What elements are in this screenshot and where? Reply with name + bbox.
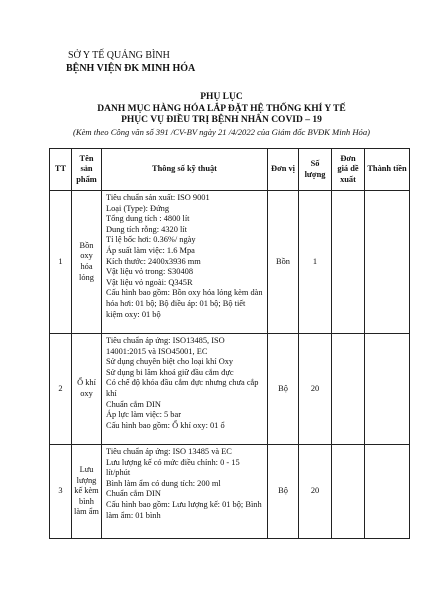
cell-product-name: Lưu lượng kế kèm bình làm ẩm bbox=[72, 445, 102, 539]
spec-line: Sử dụng chuyên biệt cho loại khí Oxy bbox=[106, 357, 234, 367]
cell-tt: 2 bbox=[50, 334, 72, 445]
spec-line: Vật liệu vỏ trong: S30408 bbox=[106, 267, 194, 277]
spec-line: Cấu hình bao gồm: Ổ khí oxy: 01 ổ bbox=[106, 420, 225, 430]
cell-product-name: Ổ khí oxy bbox=[72, 334, 102, 445]
cell-total bbox=[365, 334, 410, 445]
cell-unit-price bbox=[332, 334, 365, 445]
table-row bbox=[50, 445, 410, 539]
cell-quantity: 20 bbox=[299, 445, 332, 539]
cell-unit: Bộ bbox=[268, 334, 299, 445]
cell-quantity: 20 bbox=[299, 334, 332, 445]
cell-specs bbox=[102, 334, 268, 445]
spec-line: Chuẩn cắm DIN bbox=[106, 489, 161, 499]
cell-unit: Bộ bbox=[268, 445, 299, 539]
cell-specs bbox=[102, 191, 268, 334]
cell-tt: 1 bbox=[50, 191, 72, 334]
cell-unit: Bồn bbox=[268, 191, 299, 334]
spec-line: Tiêu chuẩn áp ứng: ISO 13485 và EC bbox=[106, 447, 232, 456]
spec-line: Áp suất làm việc: 1.6 Mpa bbox=[106, 245, 195, 255]
spec-line: Tiêu chuẩn sản xuất: ISO 9001 bbox=[106, 193, 210, 202]
header-specs: Thông số kỹ thuật bbox=[102, 149, 268, 191]
cell-unit-price bbox=[332, 191, 365, 334]
header-tt: TT bbox=[50, 149, 72, 191]
department-name: SỞ Y TẾ QUẢNG BÌNH bbox=[68, 50, 170, 61]
cell-quantity: 1 bbox=[299, 191, 332, 334]
spec-line: Kích thước: 2400x3936 mm bbox=[106, 256, 201, 266]
spec-line: Cấu hình bao gồm: Lưu lượng kế: 01 bộ; Bình làm ẩm: 01 bình bbox=[106, 499, 262, 520]
spec-line: Cấu hình bao gồm: Bồn oxy hóa lỏng kèm dàn hóa hơi: 01 bộ; Bộ điều áp: 01 bộ; Bộ tiết kiệm oxy: 01 bộ bbox=[106, 288, 263, 319]
header-quantity: Số lượng bbox=[299, 149, 332, 191]
header-unit-price: Đơn giá dề xuất bbox=[332, 149, 365, 191]
spec-line: Có chế độ khóa đầu cắm đực nhưng chưa cắp khí bbox=[106, 378, 259, 398]
spec-line: Vật liệu vỏ ngoài: Q345R bbox=[106, 277, 193, 287]
appendix-title: PHỤ LỤC bbox=[200, 92, 243, 102]
spec-line: Chuẩn cắm DIN bbox=[106, 399, 161, 409]
table-header-row bbox=[50, 149, 410, 191]
cell-tt: 3 bbox=[50, 445, 72, 539]
spec-line: Tổng dung tích : 4800 lít bbox=[106, 214, 190, 224]
spec-line: Dung tích rỗng: 4320 lít bbox=[106, 224, 187, 234]
cell-product-name: Bồn oxy hóa lỏng bbox=[72, 191, 102, 334]
header-unit: Đơn vị bbox=[268, 149, 299, 191]
cell-total bbox=[365, 191, 410, 334]
spec-line: Tỉ lệ bốc hơi: 0.36%/ ngày bbox=[106, 235, 196, 245]
spec-line: Bình làm ẩm có dung tích: 200 ml bbox=[106, 478, 221, 488]
spec-line: Áp lực làm việc: 5 bar bbox=[106, 410, 182, 420]
spec-line: Tiêu chuẩn áp ứng: ISO13485, ISO 14001:2015 và ISO45001, EC bbox=[106, 336, 225, 356]
hospital-name: BỆNH VIỆN ĐK MINH HÓA bbox=[66, 63, 196, 74]
spec-line: Lưu lượng kế có mức điều chỉnh: 0 - 15 lít/phút bbox=[106, 457, 240, 478]
header-product-name: Tên sản phẩm bbox=[72, 149, 102, 191]
spec-line: Sử dụng bi lăm khoá giữ đầu cắm đực bbox=[106, 367, 234, 377]
table-row bbox=[50, 191, 410, 334]
table-row bbox=[50, 334, 410, 445]
reference-note: (Kèm theo Công văn số 391 /CV-BV ngày 21 /4/2022 của Giám đốc BVĐK Minh Hóa) bbox=[72, 127, 370, 137]
cell-unit-price bbox=[332, 445, 365, 539]
cell-specs bbox=[102, 445, 268, 539]
list-title: DANH MỤC HÀNG HÓA LẮP ĐẶT HỆ THỐNG KHÍ Y TẾ bbox=[97, 104, 346, 114]
spec-line: Loại (Type): Đứng bbox=[106, 203, 170, 213]
list-subtitle: PHỤC VỤ ĐIỀU TRỊ BỆNH NHÂN COVID – 19 bbox=[121, 115, 322, 125]
goods-table bbox=[49, 148, 410, 539]
cell-total bbox=[365, 445, 410, 539]
header-total: Thành tiền bbox=[365, 149, 410, 191]
